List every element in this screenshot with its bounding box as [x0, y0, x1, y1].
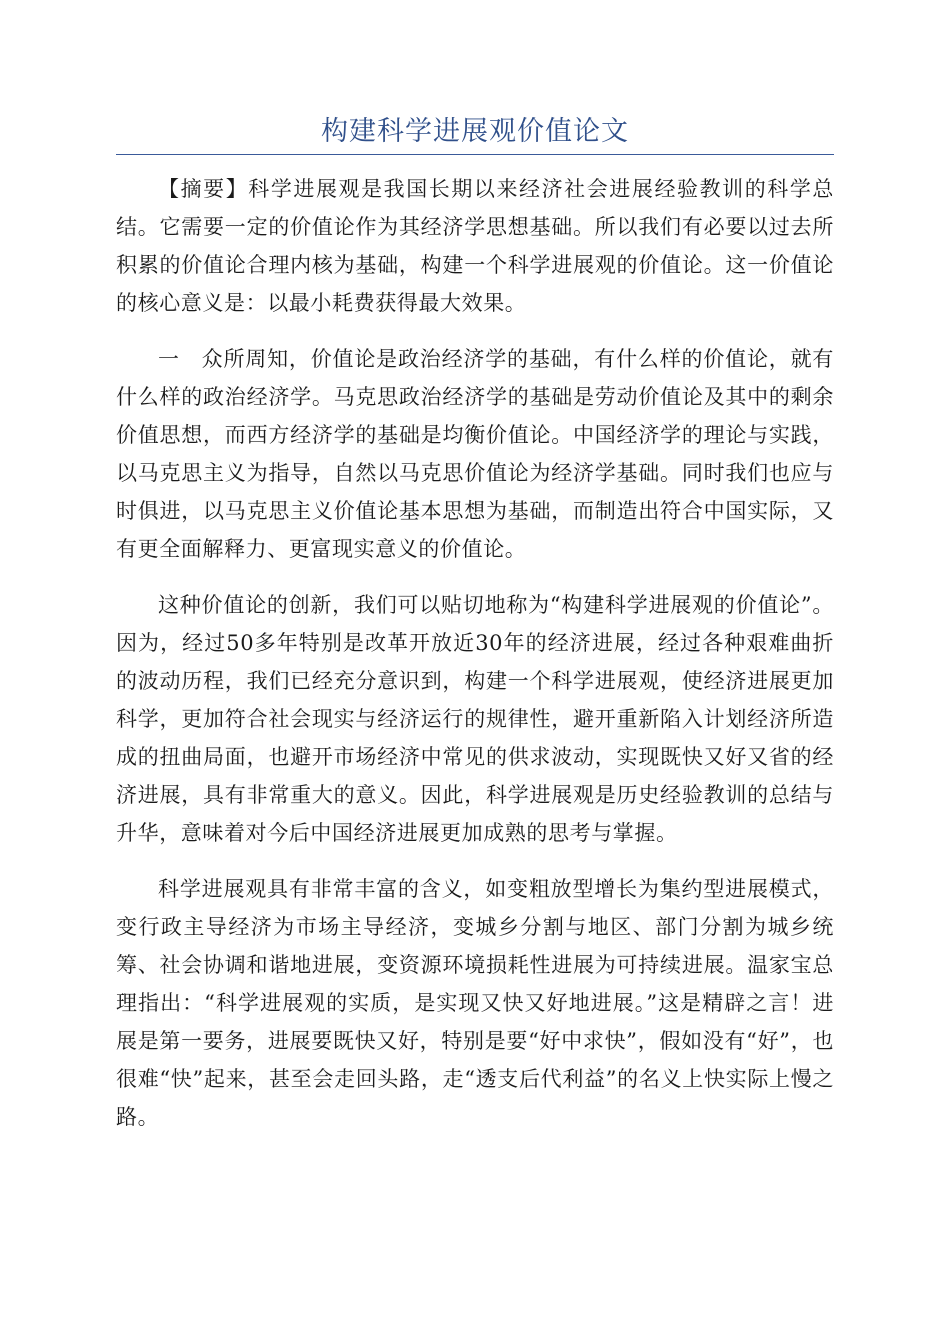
document-title: 构建科学进展观价值论文	[321, 116, 629, 147]
abstract-paragraph: 【摘要】科学进展观是我国长期以来经济社会进展经验教训的科学总结。它需要一定的价值论作为其经济学思想基础。所以我们有必要以过去所积累的价值论合理内核为基础，构建一个科学进展观的价值论。这一价值论的核心意义是：以最小耗费获得最大效果。	[116, 177, 834, 315]
body-paragraph-1: 一 众所周知，价值论是政治经济学的基础，有什么样的价值论，就有什么样的政治经济学。马克思政治经济学的基础是劳动价值论及其中的剩余价值思想，而西方经济学的基础是均衡价值论。中国经济学的理论与实践，以马克思主义为指导，自然以马克思价值论为经济学基础。同时我们也应与时俱进，以马克思主义价值论基本思想为基础，而制造出符合中国实际，又有更全面解释力、更富现实意义的价值论。	[116, 347, 834, 561]
document-body	[116, 170, 834, 1154]
body-paragraph-3: 科学进展观具有非常丰富的含义，如变粗放型增长为集约型进展模式，变行政主导经济为市场主导经济，变城乡分割与地区、部门分割为城乡统筹、社会协调和谐地进展，变资源环境损耗性进展为可持续进展。温家宝总理指出：“科学进展观的实质，是实现又快又好地进展。”这是精辟之言！进展是第一要务，进展要既快又好，特别是要“好中求快”，假如没有“好”，也很难“快”起来，甚至会走回头路，走“透支后代利益”的名义上快实际上慢之路。	[116, 877, 834, 1129]
title-underline	[116, 154, 834, 155]
body-paragraph-2: 这种价值论的创新，我们可以贴切地称为“构建科学进展观的价值论”。因为，经过50多年特别是改革开放近30年的经济进展，经过各种艰难曲折的波动历程，我们已经充分意识到，构建一个科学进展观，使经济进展更加科学，更加符合社会现实与经济运行的规律性，避开重新陷入计划经济所造成的扭曲局面，也避开市场经济中常见的供求波动，实现既快又好又省的经济进展，具有非常重大的意义。因此，科学进展观是历史经验教训的总结与升华，意味着对今后中国经济进展更加成熟的思考与掌握。	[116, 593, 834, 845]
